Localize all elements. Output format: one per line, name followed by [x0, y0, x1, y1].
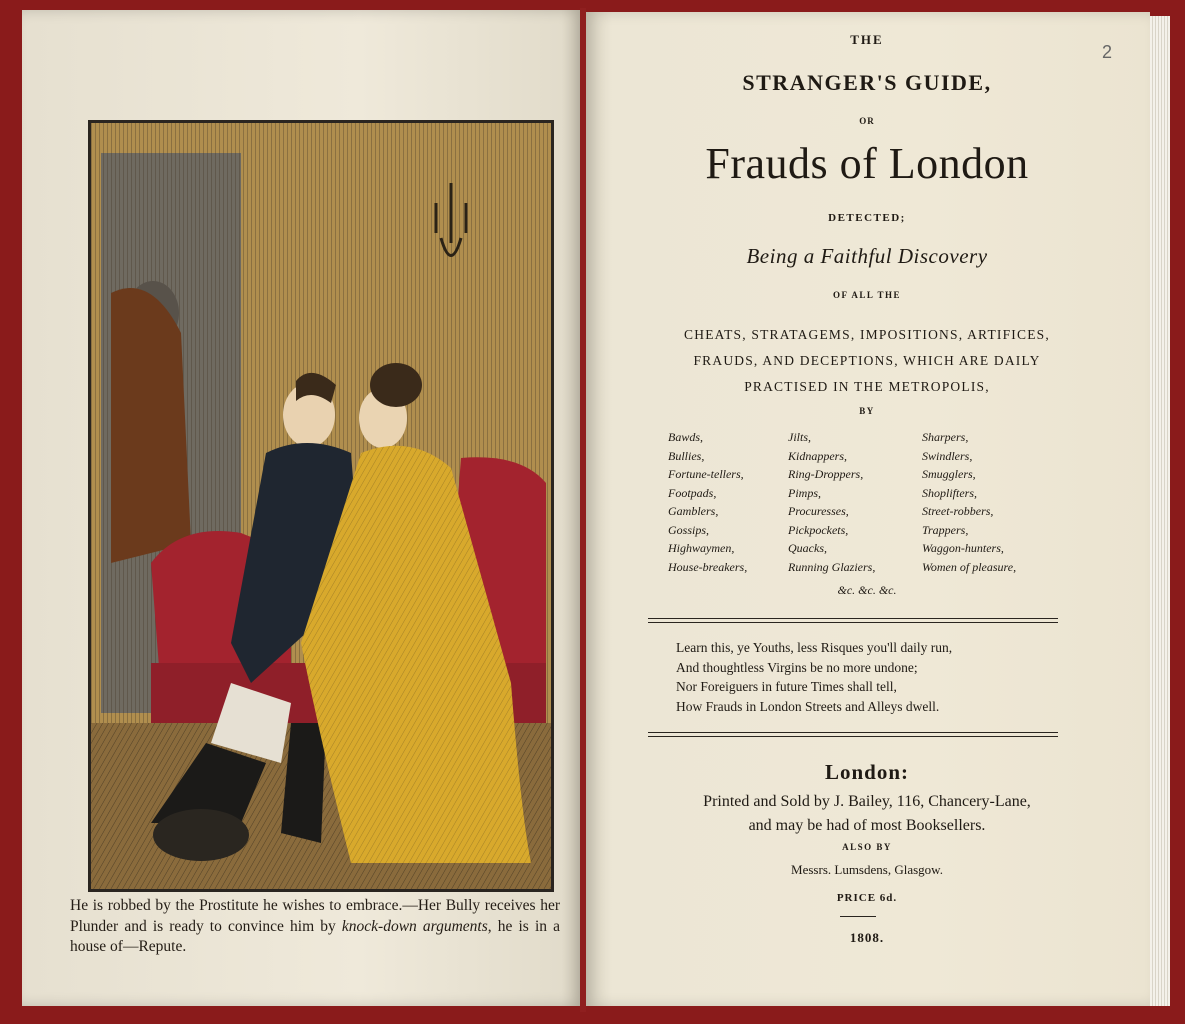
- divider-rule: [648, 732, 1058, 737]
- list-item: Pimps,: [788, 485, 821, 500]
- list-item: Running Glaziers,: [788, 559, 876, 574]
- list-item: Ring-Droppers,: [788, 467, 864, 481]
- title-the: THE: [850, 32, 884, 47]
- price: PRICE 6d.: [836, 892, 898, 904]
- imprint-city: London:: [824, 760, 910, 784]
- verse-block: [676, 638, 952, 716]
- imprint-block: [584, 790, 1150, 838]
- list-item: Bawds,: [668, 430, 704, 444]
- cheats-line: FRAUDS, AND DECEPTIONS, WHICH ARE DAILY: [693, 353, 1041, 368]
- verse-line: Learn this, ye Youths, less Risques you'll daily run,: [676, 640, 953, 655]
- caption-text: He is robbed by the Prostitute he wishes to embrace.—Her Bully receives her Plunder and is ready to convince him by: [70, 897, 560, 935]
- imprint-line: and may be had of most Booksellers.: [748, 817, 986, 834]
- list-column-2: [788, 428, 875, 576]
- by-label: BY: [859, 406, 875, 416]
- list-item: Smugglers,: [922, 467, 976, 481]
- list-item: Jilts,: [788, 430, 811, 444]
- list-item: Gamblers,: [668, 504, 719, 518]
- title-detected: DETECTED;: [828, 212, 906, 224]
- list-item: Highwaymen,: [668, 541, 735, 555]
- list-item: Trappers,: [922, 522, 969, 537]
- list-item: Procuresses,: [788, 504, 849, 518]
- title-or: OR: [859, 116, 875, 126]
- caption-end-text: , he is in a house of—Repute.: [70, 917, 560, 955]
- list-item: Bullies,: [668, 448, 705, 463]
- list-item: Kidnappers,: [788, 448, 848, 463]
- list-item: Quacks,: [788, 541, 827, 555]
- cheats-line: PRACTISED IN THE METROPOLIS,: [744, 379, 990, 394]
- verse-line: How Frauds in London Streets and Alleys dwell.: [676, 698, 940, 714]
- co-publisher: Messrs. Lumsdens, Glasgow.: [791, 862, 943, 877]
- subtitle: Being a Faithful Discovery: [746, 244, 988, 268]
- verse-line: And thoughtless Virgins be no more undone;: [676, 659, 918, 675]
- also-by: ALSO BY: [842, 842, 892, 852]
- list-column-1: [668, 428, 747, 576]
- verse-line: Nor Foreiguers in future Times shall tell,: [676, 679, 897, 694]
- title-strangers-guide: STRANGER'S GUIDE,: [742, 70, 992, 95]
- cheats-line: CHEATS, STRATAGEMS, IMPOSITIONS, ARTIFICES,: [684, 327, 1050, 342]
- etcetera: &c. &c. &c.: [837, 583, 897, 597]
- cheats-block: [584, 322, 1150, 400]
- pencil-page-number: 2: [1102, 42, 1113, 62]
- list-column-3: [922, 428, 1016, 576]
- publication-year: 1808.: [849, 930, 885, 945]
- engraving-image: [91, 123, 551, 889]
- imprint-line: Printed and Sold by J. Bailey, 116, Chancery-Lane,: [703, 793, 1031, 810]
- list-item: Street-robbers,: [922, 504, 994, 518]
- list-item: Women of pleasure,: [922, 559, 1017, 574]
- frontispiece-caption: [70, 896, 560, 958]
- list-item: Sharpers,: [922, 430, 969, 444]
- divider-rule: [648, 618, 1058, 623]
- list-item: Footpads,: [668, 485, 717, 500]
- list-item: Shoplifters,: [922, 485, 978, 500]
- caption-italic-text: knock-down arguments: [341, 917, 488, 935]
- list-item: House-breakers,: [668, 559, 748, 574]
- short-rule: [840, 916, 876, 917]
- list-item: Swindlers,: [922, 448, 973, 463]
- frontispiece-illustration: [88, 120, 554, 892]
- page-edges: [1150, 16, 1170, 1006]
- list-item: Gossips,: [668, 522, 710, 537]
- list-item: Waggon-hunters,: [922, 541, 1004, 555]
- list-item: Fortune-tellers,: [668, 467, 744, 481]
- of-all-the: OF ALL THE: [832, 290, 902, 300]
- list-item: Pickpockets,: [788, 522, 849, 537]
- main-title: Frauds of London: [705, 139, 1029, 188]
